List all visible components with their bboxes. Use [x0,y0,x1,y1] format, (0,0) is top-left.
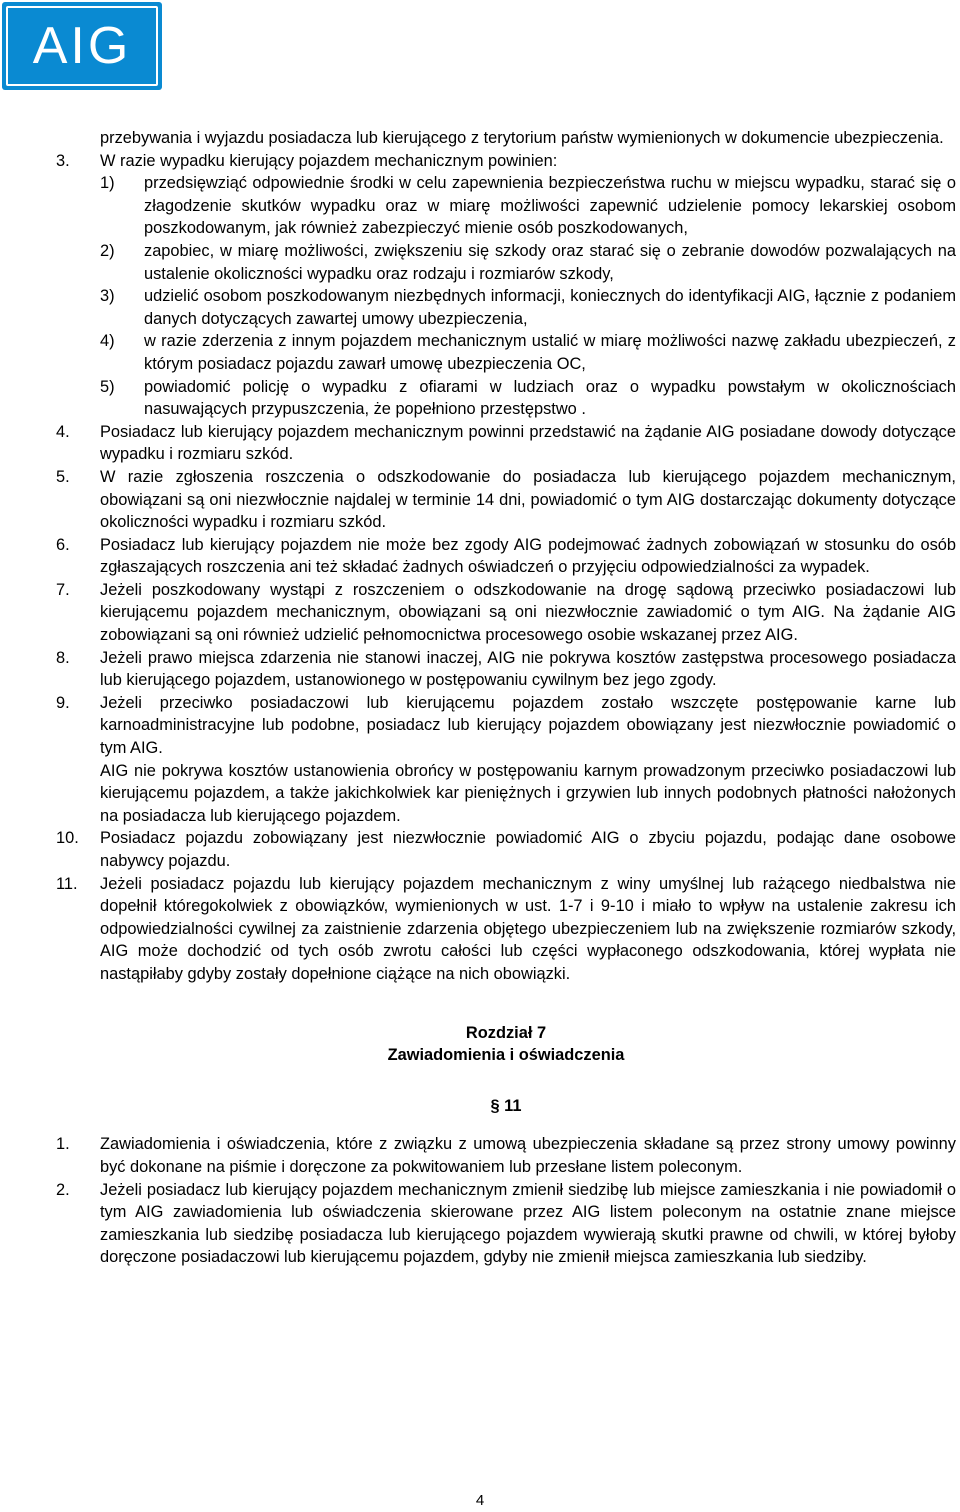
sub-item-number: 3) [100,287,115,306]
list-item-number: 5. [56,467,70,486]
sub-item-number: 2) [100,241,115,260]
list-item-text: W razie wypadku kierujący pojazdem mechanicznym powinien: [100,151,558,170]
list-item-number: 2. [56,1180,70,1199]
list-item-text: Jeżeli prawo miejsca zdarzenia nie stanowi inaczej, AIG nie pokrywa kosztów zastępstwa procesowego posiadacza lub kierującego pojazdem, ustanowionego w postępowaniu cywilnym bez jego zgody. [100,648,956,690]
list-item-number: 11. [56,874,78,893]
sub-item-text: powiadomić policję o wypadku z ofiarami w ludziach oraz o wypadku powstałym w okolicznościach nasuwających przypuszczenia, że popełniono przestępstwo . [144,377,956,419]
chapter-heading [56,1022,956,1118]
list-item-number: 1. [56,1135,70,1154]
sub-item-1 [100,172,956,240]
sub-item-2 [100,240,956,285]
section-number: § 11 [490,1096,522,1115]
section-item-2 [56,1179,956,1269]
sub-item-text: przedsięwziąć odpowiednie środki w celu zapewnienia bezpieczeństwa ruchu w miejscu wypadku, starać się o złagodzenie skutków wypadku oraz w miarę możliwości zapewnić udzielenie pomocy lekarskiej osobom poszkodowanym, jak również zabezpieczyć mienie osób poszkodowanych, [144,174,956,238]
list-item-text: Zawiadomienia i oświadczenia, które z związku z umową ubezpieczenia składane są przez strony umowy powinny być dokonane na piśmie i doręczone za pokwitowaniem lub przesłane listem poleconym. [100,1135,956,1176]
list-item-text: Jeżeli posiadacz lub kierujący pojazdem mechanicznym zmienił siedzibę lub miejsce zamieszkania i nie powiadomił o tym AIG zawiadomienia lub oświadczenia skierowane przez AIG listem poleconym na ostatnie znane miejsce zamieszkania lub siedzibę posiadacza lub kierującego pojazdem wywierają skutki prawne od chwili, w której byłoby doręczone posiadaczowi lub kierującemu pojazdem, gdyby nie zmienił miejsca zamieszkania lub siedziby. [100,1180,956,1267]
list-item-text: Jeżeli poszkodowany wystąpi z roszczeniem o odszkodowanie na drogę sądową przeciwko posiadaczowi lub kierującemu pojazdem mechanicznym, obowiązani są oni niezwłocznie zawiadomić o tym AIG. Na żądanie AIG zobowiązani są oni również udzielić pełnomocnictwa procesowego osobie wskazanej przez AIG. [100,580,956,645]
chapter-subtitle: Zawiadomienia i oświadczenia [387,1046,625,1065]
list-item-3 [56,150,956,421]
list-item-8 [56,647,956,692]
sub-item-number: 1) [100,174,115,193]
page-number: 4 [475,1492,485,1509]
list-item-number: 9. [56,693,70,712]
aig-logo [2,2,162,90]
chapter-title: Rozdział 7 [465,1023,547,1042]
list-item-9 [56,692,956,828]
list-item-6 [56,534,956,579]
list-item-text: Jeżeli przeciwko posiadaczowi lub kierującemu pojazdem zostało wszczęte postępowanie karne lub karnoadministracyjne lub podobne, posiadacz lub kierujący pojazdem obowiązany jest niezwłocznie powiadomić o tym AIG. [100,693,956,758]
list-item-number: 3. [56,151,70,170]
aig-logo-frame [6,6,158,86]
aig-logo-wordmark: AIG [32,17,132,75]
list-item-4 [56,421,956,466]
list-item-text: Jeżeli posiadacz pojazdu lub kierujący pojazdem mechanicznym z winy umyślnej lub rażącego niedbalstwa nie dopełnił któregokolwiek z obowiązków, wymienionych w ust. 1-7 i 9-10 i miało to wpływ na ustalenie zakresu ich odpowiedzialności cywilnej za zaistnienie zdarzenia objętego ubezpieczeniem lub na zwiększenie rozmiarów szkody, AIG może dochodzić od tych osób zwrotu całości lub części wypłaconego odszkodowania, której wypłata nie nastąpiłaby gdyby zostały dopełnione ciążące na nich obowiązki. [100,874,956,983]
list-item-number: 8. [56,648,70,667]
list-item-text: Posiadacz pojazdu zobowiązany jest niezwłocznie powiadomić AIG o zbyciu pojazdu, podając dane osobowe nabywcy pojazdu. [100,829,956,870]
list-item-5 [56,466,956,534]
sub-item-number: 4) [100,332,115,351]
list-item-number: 7. [56,580,70,599]
list-item-number: 10. [56,829,79,848]
list-item-text: W razie zgłoszenia roszczenia o odszkodowanie do posiadacza lub kierującego pojazdem mechanicznym, obowiązani są oni niezwłocznie najdalej w terminie 14 dni, powiadomić o tym AIG dostarczając dokumenty dotyczące okoliczności wypadku i rozmiaru szkód. [100,467,956,532]
sub-item-3 [100,285,956,330]
sub-item-text: zapobiec, w miarę możliwości, zwiększeniu się szkody oraz starać się o zebranie dowodów pozwalających na ustalenie okoliczności wypadku oraz rodzaju i rozmiarów szkody, [144,241,956,283]
list-item-text: Posiadacz lub kierujący pojazdem nie może bez zgody AIG podejmować żadnych zobowiązań w stosunku do osób zgłaszających roszczenia ani też składać żadnych oświadczeń o przyjęciu odpowiedzialności za wypadek. [100,535,956,577]
sub-item-number: 5) [100,377,115,396]
intro-paragraph: przebywania i wyjazdu posiadacza lub kierującego z terytorium państw wymienionych w dokumencie ubezpieczenia. [100,129,944,147]
sub-item-4 [100,330,956,375]
list-item-continuation: AIG nie pokrywa kosztów ustanowienia obrońcy w postępowaniu karnym prowadzonym przeciwko posiadaczowi lub kierującemu pojazdem, a także jakichkolwiek kar pieniężnych i grzywien lub innych podobnych płatności nałożonych na posiadacza lub kierującego pojazdem. [100,761,956,825]
section-item-1 [56,1133,956,1178]
list-item-number: 6. [56,535,70,554]
document-body [56,127,956,1269]
list-item-number: 4. [56,422,70,441]
sub-item-5 [100,376,956,421]
list-item-text: Posiadacz lub kierujący pojazdem mechanicznym powinni przedstawić na żądanie AIG posiadane dowody dotyczące wypadku i rozmiaru szkód. [100,422,956,464]
list-item-11 [56,873,956,986]
sub-item-text: udzielić osobom poszkodowanym niezbędnych informacji, koniecznych do identyfikacji AIG, łącznie z podaniem danych dotyczących zawartej umowy ubezpieczenia, [144,287,956,328]
list-item-10 [56,827,956,872]
sub-item-text: w razie zderzenia z innym pojazdem mechanicznym ustalić w miarę możliwości nazwę zakładu ubezpieczeń, z którym posiadacz pojazdu zawarł umowę ubezpieczenia OC, [144,332,956,373]
list-item-7 [56,579,956,647]
